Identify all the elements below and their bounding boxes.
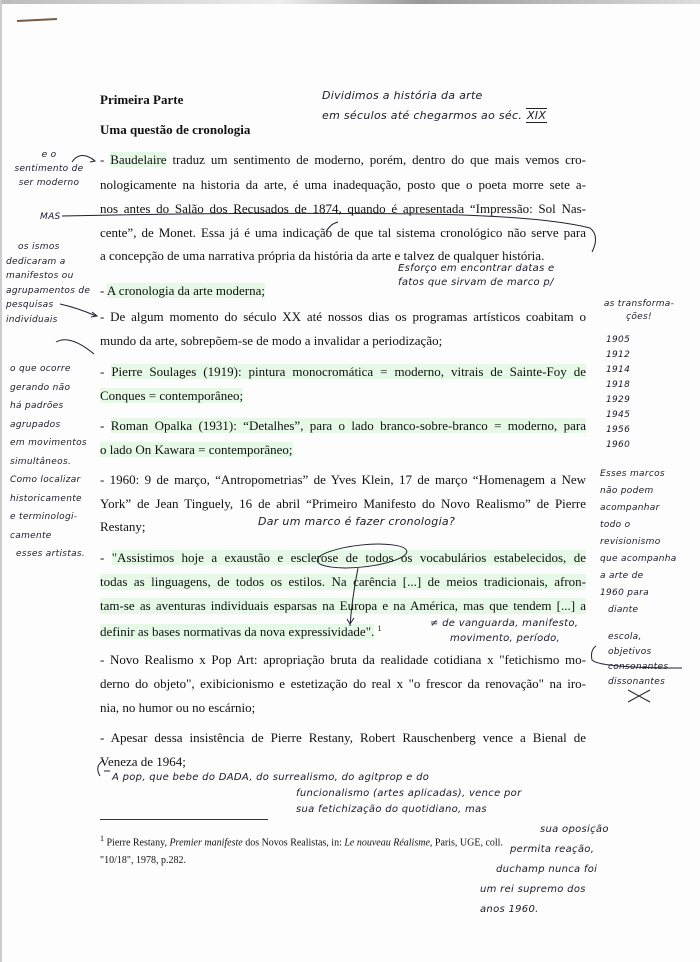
boxed-century: XIX — [526, 109, 547, 122]
footnote-divider — [100, 819, 268, 820]
footnote-line-2: "10/18", 1978, p.282. — [100, 855, 186, 866]
handwritten-note-bottom-4: sua oposição permita reação, duchamp nunca foi um rei supremo dos anos 1960. — [480, 824, 609, 915]
paragraph-6-line-1: - 1960: 9 de março, “Antropometrias” de Yves Klein, 17 de março “Homenagem a New — [100, 472, 586, 487]
scan-edge-left — [0, 0, 2, 962]
paragraph-7-line-1: - "Assistimos hoje a exaustão e esclerose de todos os vocabulários estabelecidos, de — [100, 550, 586, 565]
footnote-line-1: $^1$ Pierre Restany, Premier manifeste dos Novos Realistas, in: Le nouveau Réalisme, Paris, UGE, coll. — [100, 834, 503, 849]
handwritten-note-transformations: as transforma- ções! — [603, 299, 675, 322]
paragraph-9-line-2: Veneza de 1964; — [100, 754, 186, 769]
highlight-soulages: Pierre Soulages (1919): pintura monocromática = moderno, vitrais de Sainte-Foy de — [111, 364, 586, 379]
highlight-opalka: Roman Opalka (1931): “Detalhes”, para o lado branco-sobre-branco = moderno, para — [110, 418, 586, 433]
paragraph-5-line-1: - Roman Opalka (1931): “Detalhes”, para o lado branco-sobre-branco = moderno, para — [100, 418, 586, 433]
paragraph-4-line-2: Conques = contemporâneo; — [100, 388, 244, 403]
paragraph-1-line-5: a concepção de uma narrativa própria da história da arte e talvez de qualquer história. — [100, 248, 545, 263]
handwritten-note-right-2: Esses marcos não podem acompanhar todo o revisionismo que acompanha a arte de 1960 para diante — [600, 469, 677, 615]
handwritten-note-bottom-1: A pop, que bebe do DADA, do surrealismo, do agitprop e do — [112, 772, 430, 783]
paragraph-8-line-2: derno do objeto", exibicionismo e estetização do real x "o frescor da renovação" na iro- — [100, 676, 586, 691]
pen-mark — [17, 18, 57, 22]
highlight-cronologia: A cronologia da arte moderna; — [106, 283, 265, 298]
footnote-ref[interactable]: 1 — [377, 624, 382, 633]
handwritten-note-top-right: Dividimos a história da arte em séculos até chegarmos ao séc. XIX — [322, 89, 547, 122]
handwritten-note-bottom-3: sua fetichização do quotidiano, mas — [296, 804, 487, 815]
handwritten-note-middle-right: Esforço em encontrar datas e fatos que sirvam de marco p/ — [398, 263, 555, 288]
handwritten-note-left-3: o que ocorre gerando não há padrões agrupados em movimentos simultâneos. Como localizar historicamente e terminologi- camente esses artistas. — [10, 364, 87, 559]
paragraph-1-line-2: nologicamente na historia da arte, é uma inadequação, posto que o poeta morre sete a- — [100, 177, 586, 192]
paragraph-7-line-2: todas as linguagens, de todos os estilos. Na carência [...] de meios tradicionais, afron- — [100, 574, 586, 589]
paragraph-9-line-1: - Apesar dessa insistência de Pierre Restany, Robert Rauschenberg vence a Bienal de — [100, 730, 586, 745]
handwritten-note-mas: MAS — [40, 212, 61, 222]
handwritten-note-right-3: escola, objetivos consonantes dissonantes — [608, 632, 669, 687]
highlight-baudelaire: Baudelaire — [110, 152, 167, 167]
handwritten-note-after-quote: ≠ de vanguarda, manifesto, movimento, período, — [430, 618, 579, 644]
scan-edge-top — [0, 0, 700, 4]
handwritten-note-question: Dar um marco é fazer cronologia? — [258, 515, 456, 528]
handwritten-note-left-2: os ismos dedicaram a manifestos ou agrupamentos de pesquisas individuais — [6, 242, 91, 325]
paragraph-6-line-2: York” de Jean Tinguely, 16 de abril “Primeiro Manifesto do Novo Realismo” de Pierre — [100, 496, 586, 511]
paragraph-7-line-3: tam-se as aventuras individuais esparsas na Europa e na América, mas que tendem [...] a — [100, 598, 586, 613]
paragraph-7-line-4: definir as bases normativas da nova expressividade". $^1$ — [100, 624, 382, 640]
handwritten-year-list: 1905 1912 1914 1918 1929 1945 1956 1960 — [606, 335, 631, 450]
paragraph-4-line-1: - Pierre Soulages (1919): pintura monocromática = moderno, vitrais de Sainte-Foy de — [100, 364, 586, 379]
paragraph-3-line-1: - De algum momento do século XX até nossos dias os programas artísticos coabitam o — [100, 309, 586, 324]
paragraph-1-line-1: - Baudelaire traduz um sentimento de moderno, porém, dentro do que mais vemos cro- — [100, 152, 586, 167]
handwritten-note-left-1: e o sentimento de ser moderno — [14, 150, 84, 188]
paragraph-8-line-3: nia, no humor ou no escárnio; — [100, 700, 256, 715]
paragraph-2: - A cronologia da arte moderna; — [100, 283, 265, 298]
paragraph-5-line-2: o lado On Kawara = contemporâneo; — [100, 442, 293, 457]
highlight-quote: "Assistimos hoje a exaustão e esclerose de todos os vocabulários estabelecidos, de — [111, 550, 586, 565]
handwritten-note-bottom-2: funcionalismo (artes aplicadas), vence por — [296, 788, 522, 799]
paragraph-8-line-1: - Novo Realismo x Pop Art: apropriação bruta da realidade cotidiana x "fetichismo mo- — [100, 652, 586, 667]
paragraph-1-line-3: nos antes do Salão dos Recusados de 1874, quando é apresentada “Impressão: Sol Nas- — [100, 201, 586, 216]
paragraph-3-line-2: mundo da arte, sobrepõem-se de modo a invalidar a periodização; — [100, 333, 443, 348]
section-title: Primeira Parte — [100, 92, 184, 107]
paragraph-6-line-3: Restany; — [100, 519, 146, 534]
subsection-title: Uma questão de cronologia — [100, 122, 251, 137]
paragraph-1-line-4: cente”, de Monet. Essa já é uma indicação de que tal sistema cronológico não serve para — [100, 225, 586, 240]
